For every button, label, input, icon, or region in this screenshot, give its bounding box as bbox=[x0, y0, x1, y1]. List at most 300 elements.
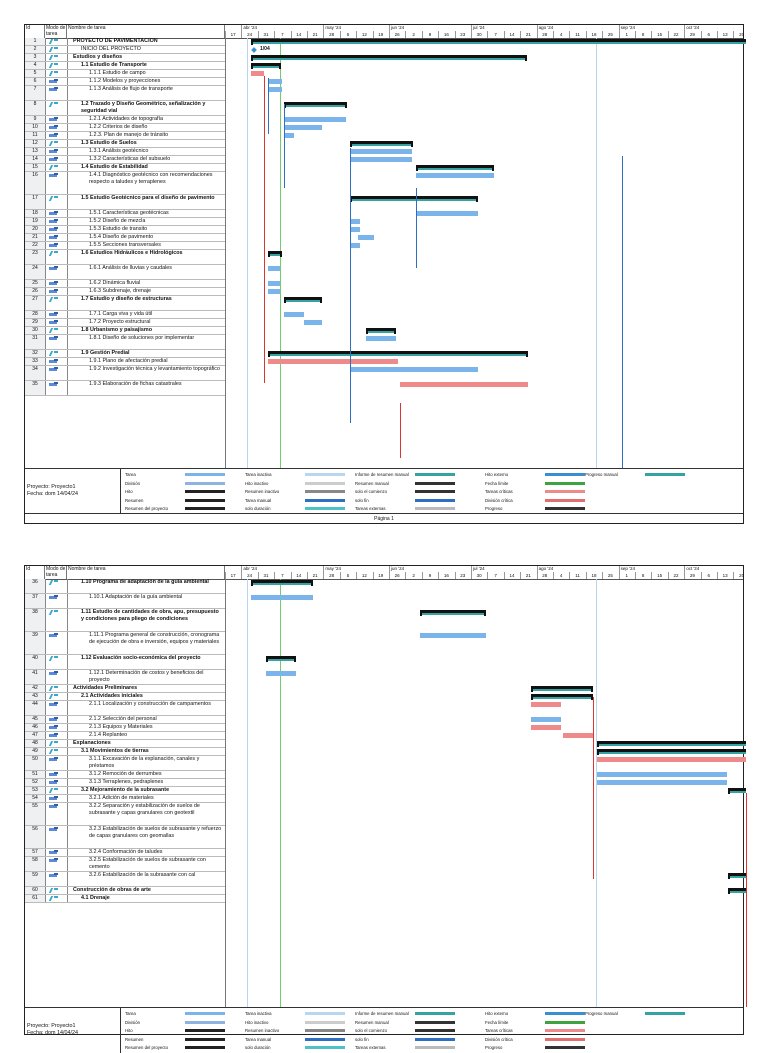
task-row[interactable] bbox=[25, 787, 225, 795]
legend-label: Resumen del proyecto bbox=[125, 506, 168, 511]
task-row[interactable] bbox=[25, 46, 225, 54]
timeline-week-divider bbox=[619, 31, 620, 38]
task-bar[interactable] bbox=[350, 367, 478, 372]
task-bar[interactable] bbox=[416, 173, 494, 178]
task-row[interactable] bbox=[25, 242, 225, 250]
task-name[interactable]: Estudios y diseños bbox=[73, 54, 123, 60]
timeline-week-divider bbox=[569, 31, 570, 38]
task-name[interactable]: 1.9.3 Elaboración de fichas catastrales bbox=[89, 381, 182, 387]
timeline-month: ago '24 bbox=[538, 566, 554, 571]
task-name[interactable]: Explanaciones bbox=[73, 740, 111, 746]
manual-schedule-icon bbox=[49, 281, 59, 286]
task-name[interactable]: 1.3 Estudio de Suelos bbox=[81, 140, 137, 146]
auto-schedule-icon bbox=[49, 297, 58, 302]
task-bar[interactable] bbox=[284, 117, 346, 122]
task-row[interactable] bbox=[25, 319, 225, 327]
task-mode-cell bbox=[45, 724, 68, 731]
task-name[interactable]: 1.8.1 Diseño de soluciones por implementar bbox=[89, 335, 195, 341]
task-name[interactable]: 2.1.1 Localización y construcción de campamentos bbox=[89, 701, 211, 707]
task-bar[interactable] bbox=[304, 320, 322, 325]
timeline-week: 2 bbox=[412, 32, 415, 37]
summary-bar[interactable] bbox=[366, 328, 396, 333]
summary-bar[interactable] bbox=[251, 39, 746, 44]
task-mode-cell bbox=[45, 732, 68, 739]
legend-swatch bbox=[415, 1038, 455, 1041]
task-bar[interactable] bbox=[251, 595, 313, 600]
summary-bar[interactable] bbox=[268, 251, 282, 256]
task-row[interactable] bbox=[25, 38, 225, 46]
task-name[interactable]: 1.2.3. Plan de manejo de tránsito bbox=[89, 132, 169, 138]
timeline-week-divider bbox=[340, 572, 341, 579]
task-row[interactable] bbox=[25, 86, 225, 101]
task-bar[interactable] bbox=[358, 235, 374, 240]
task-name[interactable]: 1.9.2 Investigación técnica y levantamiento topográfico bbox=[89, 366, 220, 372]
timeline-week-divider bbox=[471, 572, 472, 579]
timeline-week-divider bbox=[258, 31, 259, 38]
task-name[interactable]: 1.8 Urbanismo y paisajismo bbox=[81, 327, 153, 333]
summary-bar[interactable] bbox=[268, 351, 528, 356]
task-mode-cell bbox=[45, 172, 68, 194]
task-row[interactable] bbox=[25, 771, 225, 779]
timeline-week-divider bbox=[717, 31, 718, 38]
task-name[interactable]: 1.1.1 Estudio de campo bbox=[89, 70, 146, 76]
task-row[interactable] bbox=[25, 740, 225, 748]
task-name[interactable]: 1.11 Estudio de cantidades de obra, apu, presupuesto y condiciones para pliego de condiciones bbox=[81, 609, 219, 622]
task-bar[interactable] bbox=[350, 243, 360, 248]
task-name[interactable]: 1.7.2 Proyecto estructural bbox=[89, 319, 151, 325]
task-row[interactable] bbox=[25, 156, 225, 164]
task-name[interactable]: 3.1 Movimientos de tierras bbox=[81, 748, 149, 754]
task-name[interactable]: 1.5.1 Características geotécnicas bbox=[89, 210, 169, 216]
legend-label: División bbox=[125, 480, 141, 486]
legend-swatch bbox=[545, 499, 585, 502]
task-row[interactable] bbox=[25, 594, 225, 609]
summary-bar[interactable] bbox=[266, 656, 296, 661]
task-name[interactable]: 4.1 Drenaje bbox=[81, 895, 110, 901]
task-row[interactable] bbox=[25, 732, 225, 740]
auto-schedule-icon bbox=[49, 351, 58, 356]
critical-task-bar[interactable] bbox=[563, 733, 593, 738]
task-row[interactable] bbox=[25, 54, 225, 62]
dependency-link bbox=[746, 793, 747, 1007]
task-id: 3 bbox=[25, 54, 46, 61]
task-row[interactable] bbox=[25, 857, 225, 872]
task-row[interactable] bbox=[25, 632, 225, 655]
task-row[interactable] bbox=[25, 716, 225, 724]
task-name[interactable]: 1.1 Estudio de Transporte bbox=[81, 62, 147, 68]
summary-bar[interactable] bbox=[531, 694, 593, 699]
summary-bar[interactable] bbox=[728, 788, 746, 793]
timeline-week-divider bbox=[569, 572, 570, 579]
legend-label: Progreso manual bbox=[585, 1011, 618, 1016]
timeline-week: 9 bbox=[428, 32, 432, 37]
timeline-week: 14 bbox=[296, 32, 302, 37]
task-id: 11 bbox=[25, 132, 46, 139]
task-name[interactable]: 1.9 Gestión Predial bbox=[81, 350, 130, 356]
task-row[interactable] bbox=[25, 724, 225, 732]
task-row[interactable] bbox=[25, 366, 225, 381]
task-id: 12 bbox=[25, 140, 46, 147]
task-id: 47 bbox=[25, 732, 46, 739]
task-row[interactable] bbox=[25, 288, 225, 296]
summary-bar[interactable] bbox=[251, 63, 281, 68]
task-row[interactable] bbox=[25, 756, 225, 771]
task-bar[interactable] bbox=[350, 227, 360, 232]
task-name[interactable]: 2.1.4 Replanteo bbox=[89, 732, 128, 738]
task-id: 15 bbox=[25, 164, 46, 171]
timeline-week: 5 bbox=[346, 32, 350, 37]
task-name[interactable]: 1.10 Programa de adaptación de la guía ambiental bbox=[81, 579, 209, 585]
task-row[interactable] bbox=[25, 78, 225, 86]
task-row[interactable] bbox=[25, 358, 225, 366]
task-id: 1 bbox=[25, 38, 46, 45]
timeline-week: 25 bbox=[607, 32, 613, 37]
task-name[interactable]: 1.11.1 Programa general de construcción, cronograma de ejecución de obra e inversión, equipos y materiales bbox=[89, 632, 220, 645]
task-name[interactable]: INICIO DEL PROYECTO bbox=[81, 46, 141, 52]
timeline-week: 30 bbox=[476, 573, 482, 578]
manual-schedule-icon bbox=[49, 757, 59, 762]
task-row[interactable] bbox=[25, 62, 225, 70]
task-row[interactable] bbox=[25, 116, 225, 124]
task-row[interactable] bbox=[25, 140, 225, 148]
timeline-month: abr '24 bbox=[243, 566, 258, 571]
task-mode-cell bbox=[45, 335, 68, 349]
timeline-week: 16 bbox=[443, 32, 449, 37]
task-row[interactable] bbox=[25, 195, 225, 210]
task-row[interactable] bbox=[25, 311, 225, 319]
project-info bbox=[25, 469, 121, 514]
summary-bar[interactable] bbox=[531, 686, 593, 691]
task-name[interactable]: 1.5.2 Diseño de mezcla bbox=[89, 218, 146, 224]
task-name[interactable]: 1.1.3 Análisis de flujo de transporte bbox=[89, 86, 173, 92]
task-mode-cell bbox=[45, 857, 68, 871]
header-name[interactable]: Nombre de tarea bbox=[67, 25, 225, 38]
task-row[interactable] bbox=[25, 148, 225, 156]
task-bar[interactable] bbox=[268, 79, 282, 84]
task-name[interactable]: 3.1.1 Excavación de la explanación, canales y préstamos bbox=[89, 756, 200, 769]
task-row[interactable] bbox=[25, 779, 225, 787]
legend-swatch bbox=[185, 473, 225, 476]
task-row[interactable] bbox=[25, 265, 225, 280]
summary-bar[interactable] bbox=[416, 165, 494, 170]
task-row[interactable] bbox=[25, 210, 225, 218]
task-bar[interactable] bbox=[350, 219, 360, 224]
legend-label: solo fin bbox=[355, 1036, 369, 1042]
critical-task-bar[interactable] bbox=[597, 757, 746, 762]
task-row[interactable] bbox=[25, 381, 225, 396]
task-name[interactable]: 1.2.1 Actividades de topografía bbox=[89, 116, 164, 122]
task-row[interactable] bbox=[25, 826, 225, 849]
summary-bar[interactable] bbox=[420, 610, 486, 615]
task-row[interactable] bbox=[25, 803, 225, 826]
task-row[interactable] bbox=[25, 795, 225, 803]
critical-task-bar[interactable] bbox=[531, 725, 561, 730]
summary-bar[interactable] bbox=[284, 102, 347, 107]
task-row[interactable] bbox=[25, 887, 225, 895]
task-name[interactable]: 1.1.2 Modelos y proyecciones bbox=[89, 78, 161, 84]
summary-bar[interactable] bbox=[350, 196, 478, 201]
critical-task-bar[interactable] bbox=[251, 71, 264, 76]
legend-label: Resumen inactivo bbox=[245, 489, 280, 494]
task-name[interactable]: 1.6.2 Dinámica fluvial bbox=[89, 280, 141, 286]
legend-label: Resumen del proyecto bbox=[125, 1045, 168, 1050]
legend-swatch bbox=[305, 1029, 345, 1032]
legend-swatch bbox=[185, 1029, 225, 1032]
task-name[interactable]: Construcción de obras de arte bbox=[73, 887, 151, 893]
timeline-week: 30 bbox=[476, 32, 482, 37]
legend-label: Resumen inactivo bbox=[245, 1028, 280, 1033]
task-row[interactable] bbox=[25, 70, 225, 78]
task-id: 59 bbox=[25, 872, 46, 886]
timeline-week: 1 bbox=[625, 32, 629, 37]
task-name[interactable]: 1.4.1 Diagnóstico geotécnico con recomendaciones respecto a taludes y terraplenes bbox=[89, 172, 213, 185]
legend-label: Tareas externas bbox=[355, 1045, 386, 1050]
task-bar[interactable] bbox=[597, 772, 727, 777]
task-name[interactable]: 3.2.2 Separación y estabilización de suelos de subrasante y capas granulares con geotextil bbox=[89, 803, 200, 816]
task-id: 25 bbox=[25, 280, 46, 287]
legend-label: Tarea bbox=[125, 472, 136, 477]
task-bar[interactable] bbox=[268, 281, 280, 286]
task-bar[interactable] bbox=[268, 266, 280, 271]
timeline-week-divider bbox=[733, 572, 734, 579]
legend bbox=[25, 1007, 743, 1053]
summary-bar[interactable] bbox=[597, 749, 746, 754]
auto-schedule-icon bbox=[49, 141, 58, 146]
summary-bar[interactable] bbox=[251, 580, 313, 585]
task-row[interactable] bbox=[25, 849, 225, 857]
manual-schedule-icon bbox=[49, 320, 59, 325]
task-name[interactable]: 1.9.1 Plano de afectación predial bbox=[89, 358, 168, 364]
task-name[interactable]: 1.12.1 Determinación de costos y beneficios del proyecto bbox=[89, 670, 204, 683]
task-bar[interactable] bbox=[266, 671, 296, 676]
task-row[interactable] bbox=[25, 685, 225, 693]
auto-schedule-icon bbox=[49, 888, 58, 893]
task-row[interactable] bbox=[25, 218, 225, 226]
timeline-week: 22 bbox=[673, 32, 679, 37]
timeline-week-divider bbox=[373, 31, 374, 38]
timeline-week-divider bbox=[635, 31, 636, 38]
task-name[interactable]: 3.2.3 Estabilización de suelos de subrasante y refuerzo de capas granulares con geomallas bbox=[89, 826, 222, 839]
task-row[interactable] bbox=[25, 579, 225, 594]
task-id: 43 bbox=[25, 693, 46, 700]
task-name[interactable]: 1.2 Trazado y Diseño Geométrico, señalización y seguridad vial bbox=[81, 101, 206, 114]
manual-schedule-icon bbox=[49, 235, 59, 240]
task-name[interactable]: 1.6.1 Análisis de lluvias y caudales bbox=[89, 265, 173, 271]
task-row[interactable] bbox=[25, 895, 225, 903]
task-name[interactable]: 3.2.4 Conformación de taludes bbox=[89, 849, 163, 855]
header-name[interactable]: Nombre de tarea bbox=[67, 566, 225, 579]
task-bar[interactable] bbox=[268, 87, 282, 92]
timeline-week-divider bbox=[291, 31, 292, 38]
auto-schedule-icon bbox=[49, 102, 58, 107]
task-name[interactable]: 2.1.2 Selección del personal bbox=[89, 716, 157, 722]
task-row[interactable] bbox=[25, 226, 225, 234]
gantt-chart bbox=[225, 579, 743, 1007]
legend-label: Tarea inactiva bbox=[245, 1011, 272, 1016]
task-id: 48 bbox=[25, 740, 46, 747]
task-bar[interactable] bbox=[366, 336, 396, 341]
task-name[interactable]: 1.6 Estudios Hidráulicos e Hidrológicos bbox=[81, 250, 183, 256]
legend-swatch bbox=[305, 473, 345, 476]
task-name[interactable]: PROYECTO DE PAVIMENTACION bbox=[73, 38, 158, 44]
summary-bar[interactable] bbox=[728, 873, 746, 878]
timeline-week: 14 bbox=[509, 573, 515, 578]
legend-swatch bbox=[185, 482, 225, 485]
timeline-week: 5 bbox=[346, 573, 350, 578]
task-row[interactable] bbox=[25, 670, 225, 685]
auto-schedule-icon bbox=[49, 694, 58, 699]
task-id: 51 bbox=[25, 771, 46, 778]
summary-bar[interactable] bbox=[597, 741, 746, 746]
timeline-week: 12 bbox=[361, 573, 367, 578]
manual-schedule-icon bbox=[49, 796, 59, 801]
task-name[interactable]: 1.5 Estudio Geotécnico para el diseño de pavimento bbox=[81, 195, 215, 201]
task-name[interactable]: 1.12 Evaluación socio-económica del proyecto bbox=[81, 655, 201, 661]
task-mode-cell bbox=[45, 242, 68, 249]
task-id: 21 bbox=[25, 234, 46, 241]
task-row[interactable] bbox=[25, 327, 225, 335]
task-id: 46 bbox=[25, 724, 46, 731]
task-row[interactable] bbox=[25, 748, 225, 756]
task-bar[interactable] bbox=[350, 157, 412, 162]
task-row[interactable] bbox=[25, 701, 225, 716]
task-name[interactable]: 3.2.6 Estabilización de la subrasante con cal bbox=[89, 872, 196, 878]
task-bar[interactable] bbox=[531, 717, 561, 722]
task-name[interactable]: 3.2.5 Estabilización de suelos de subrasante con cemento bbox=[89, 857, 206, 870]
task-name[interactable]: 1.2.2 Criterios de diseño bbox=[89, 124, 148, 130]
timeline-week: 15 bbox=[657, 573, 663, 578]
task-id: 38 bbox=[25, 609, 46, 631]
task-name[interactable]: 1.7 Estudio y diseño de estructuras bbox=[81, 296, 172, 302]
task-id: 10 bbox=[25, 124, 46, 131]
critical-task-bar[interactable] bbox=[531, 702, 561, 707]
task-name[interactable]: 3.1.2 Remoción de derrumbes bbox=[89, 771, 162, 777]
timeline-week-divider bbox=[684, 31, 685, 38]
task-name[interactable]: 1.5.3 Estudio de transito bbox=[89, 226, 148, 232]
task-id: 6 bbox=[25, 78, 46, 85]
summary-bar[interactable] bbox=[251, 55, 527, 60]
task-name[interactable]: 1.5.5 Secciones transversales bbox=[89, 242, 161, 248]
task-mode-cell bbox=[45, 740, 68, 747]
task-bar[interactable] bbox=[284, 312, 304, 317]
task-id: 30 bbox=[25, 327, 46, 334]
task-bar[interactable] bbox=[268, 289, 280, 294]
summary-bar[interactable] bbox=[284, 297, 322, 302]
task-mode-cell bbox=[45, 366, 68, 380]
manual-schedule-icon bbox=[49, 157, 59, 162]
timeline-week-divider bbox=[717, 572, 718, 579]
task-name[interactable]: 1.10.1 Adaptación de la guía ambiental bbox=[89, 594, 183, 600]
task-name[interactable]: 3.2 Mejoramiento de la subrasante bbox=[81, 787, 170, 793]
task-row[interactable] bbox=[25, 350, 225, 358]
timeline-week: 29 bbox=[689, 32, 695, 37]
dependency-link bbox=[268, 78, 269, 134]
task-row[interactable] bbox=[25, 101, 225, 116]
dependency-link bbox=[284, 104, 285, 188]
summary-bar[interactable] bbox=[728, 888, 746, 893]
task-row[interactable] bbox=[25, 655, 225, 670]
task-id: 9 bbox=[25, 116, 46, 123]
timeline-week-divider bbox=[405, 31, 406, 38]
manual-schedule-icon bbox=[49, 725, 59, 730]
task-row[interactable] bbox=[25, 164, 225, 172]
task-bar[interactable] bbox=[416, 211, 478, 216]
task-row[interactable] bbox=[25, 250, 225, 265]
task-id: 60 bbox=[25, 887, 46, 894]
timeline-week-divider bbox=[586, 31, 587, 38]
task-row[interactable] bbox=[25, 124, 225, 132]
task-row[interactable] bbox=[25, 132, 225, 140]
task-row[interactable] bbox=[25, 872, 225, 887]
task-bar[interactable] bbox=[597, 780, 727, 785]
task-row[interactable] bbox=[25, 296, 225, 311]
header-mode[interactable]: Modo de tarea bbox=[46, 566, 66, 578]
task-name[interactable]: Actividades Preliminares bbox=[73, 685, 138, 691]
task-name[interactable]: 2.1 Actividades iniciales bbox=[81, 693, 143, 699]
task-name[interactable]: 1.4 Estudio de Estabilidad bbox=[81, 164, 148, 170]
task-name[interactable]: 3.2.1 Adición de materiales bbox=[89, 795, 154, 801]
task-mode-cell bbox=[45, 101, 68, 115]
task-bar[interactable] bbox=[420, 633, 486, 638]
critical-task-bar[interactable] bbox=[268, 359, 398, 364]
task-name[interactable]: 1.5.4 Diseño de pavimento bbox=[89, 234, 154, 240]
task-mode-cell bbox=[45, 218, 68, 225]
task-row[interactable] bbox=[25, 172, 225, 195]
task-row[interactable] bbox=[25, 335, 225, 350]
manual-schedule-icon bbox=[49, 827, 59, 832]
header-mode[interactable]: Modo de tarea bbox=[46, 25, 66, 37]
task-mode-cell bbox=[45, 311, 68, 318]
task-name[interactable]: 2.1.3 Equipos y Materiales bbox=[89, 724, 153, 730]
task-name[interactable]: 1.6.3 Subdrenaje, drenaje bbox=[89, 288, 152, 294]
legend-swatch bbox=[305, 482, 345, 485]
task-name[interactable]: 1.7.1 Carga viva y vida útil bbox=[89, 311, 153, 317]
timeline-week-divider bbox=[553, 31, 554, 38]
task-bar[interactable] bbox=[284, 133, 294, 138]
dependency-link bbox=[264, 76, 265, 383]
task-name[interactable]: 3.1.3 Terraplenes, pedraplenes bbox=[89, 779, 164, 785]
task-row[interactable] bbox=[25, 609, 225, 632]
manual-schedule-icon bbox=[49, 149, 59, 154]
task-row[interactable] bbox=[25, 234, 225, 242]
timeline-week: 4 bbox=[559, 573, 563, 578]
task-row[interactable] bbox=[25, 693, 225, 701]
deadline-line bbox=[596, 38, 597, 468]
header-id[interactable]: Id bbox=[25, 25, 45, 38]
task-row[interactable] bbox=[25, 280, 225, 288]
timeline-week-divider bbox=[455, 572, 456, 579]
legend-label: solo duración bbox=[245, 1045, 271, 1050]
timeline-week: 28 bbox=[542, 32, 548, 37]
task-name[interactable]: 1.3.2 Características del subsuelo bbox=[89, 156, 171, 162]
task-mode-cell bbox=[45, 655, 68, 669]
task-mode-cell bbox=[45, 226, 68, 233]
timeline-week-divider bbox=[241, 31, 242, 38]
project-name: Proyecto: Proyecto1 bbox=[27, 1023, 76, 1029]
gantt-page-1 bbox=[24, 24, 744, 524]
task-bar[interactable] bbox=[284, 125, 322, 130]
timeline-week-divider bbox=[258, 572, 259, 579]
summary-bar[interactable] bbox=[350, 141, 413, 146]
timeline-week-divider bbox=[389, 572, 390, 579]
manual-schedule-icon bbox=[49, 211, 59, 216]
milestone-diamond[interactable] bbox=[251, 47, 257, 53]
task-bar[interactable] bbox=[350, 149, 412, 154]
task-name[interactable]: 1.3.1 Análisis geotécnico bbox=[89, 148, 149, 154]
header-id[interactable]: Id bbox=[25, 566, 45, 579]
critical-task-bar[interactable] bbox=[400, 382, 528, 387]
task-mode-cell bbox=[45, 748, 68, 755]
